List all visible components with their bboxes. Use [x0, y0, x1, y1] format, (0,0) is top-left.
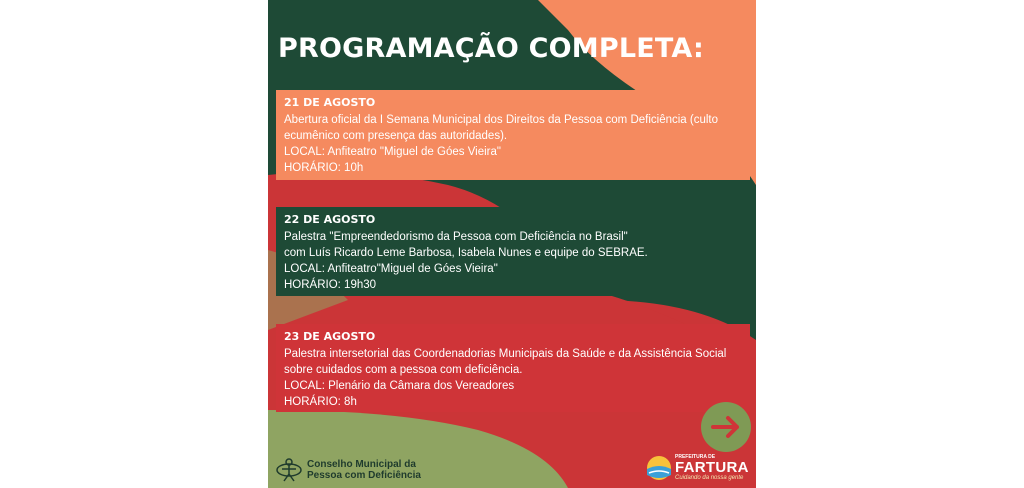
event-description: Abertura oficial da I Semana Municipal dos Direitos da Pessoa com Deficiência (culto: [284, 114, 719, 126]
council-logo: [276, 457, 421, 483]
event-date: 23 DE AGOSTO: [284, 330, 376, 343]
council-name-line1: Conselho Municipal da: [307, 459, 416, 470]
council-name-line2: Pessoa com Deficiência: [307, 470, 421, 481]
arrow-right-icon: [701, 402, 751, 452]
fartura-logo: [646, 455, 749, 481]
event-description: Palestra "Empreendedorismo da Pessoa com Deficiência no Brasil": [284, 231, 628, 243]
program-poster: [268, 0, 756, 488]
event-card-22: [276, 207, 750, 296]
event-time: HORÁRIO: 19h30: [284, 279, 377, 291]
event-description: Palestra intersetorial das Coordenadorias Municipais da Saúde e da Assistência Social: [284, 348, 727, 360]
city-name: FARTURA: [675, 459, 749, 476]
event-time: HORÁRIO: 8h: [284, 396, 357, 408]
event-location: LOCAL: Anfiteatro"Miguel de Góes Vieira": [284, 263, 498, 275]
accessibility-figure-icon: [276, 457, 302, 483]
event-location: LOCAL: Anfiteatro "Miguel de Góes Vieira": [284, 146, 501, 158]
event-card-21: [276, 90, 750, 180]
event-location: LOCAL: Plenário da Câmara dos Vereadores: [284, 380, 515, 392]
event-description: com Luís Ricardo Leme Barbosa, Isabela Nunes e equipe do SEBRAE.: [284, 247, 648, 259]
event-date: 22 DE AGOSTO: [284, 213, 376, 226]
event-date: 21 DE AGOSTO: [284, 96, 376, 109]
event-card-23: [276, 324, 750, 412]
event-description: ecumênico com presença das autoridades).: [284, 130, 508, 142]
city-tagline: Cuidando da nossa gente: [675, 475, 744, 481]
next-arrow-button[interactable]: [701, 402, 751, 452]
event-description: sobre cuidados com a pessoa com deficiência.: [284, 364, 523, 376]
page-title: PROGRAMAÇÃO COMPLETA:: [278, 33, 704, 64]
prefeitura-label: PREFEITURA DE: [675, 454, 716, 460]
event-time: HORÁRIO: 10h: [284, 162, 364, 174]
sun-emblem-icon: [646, 455, 672, 481]
